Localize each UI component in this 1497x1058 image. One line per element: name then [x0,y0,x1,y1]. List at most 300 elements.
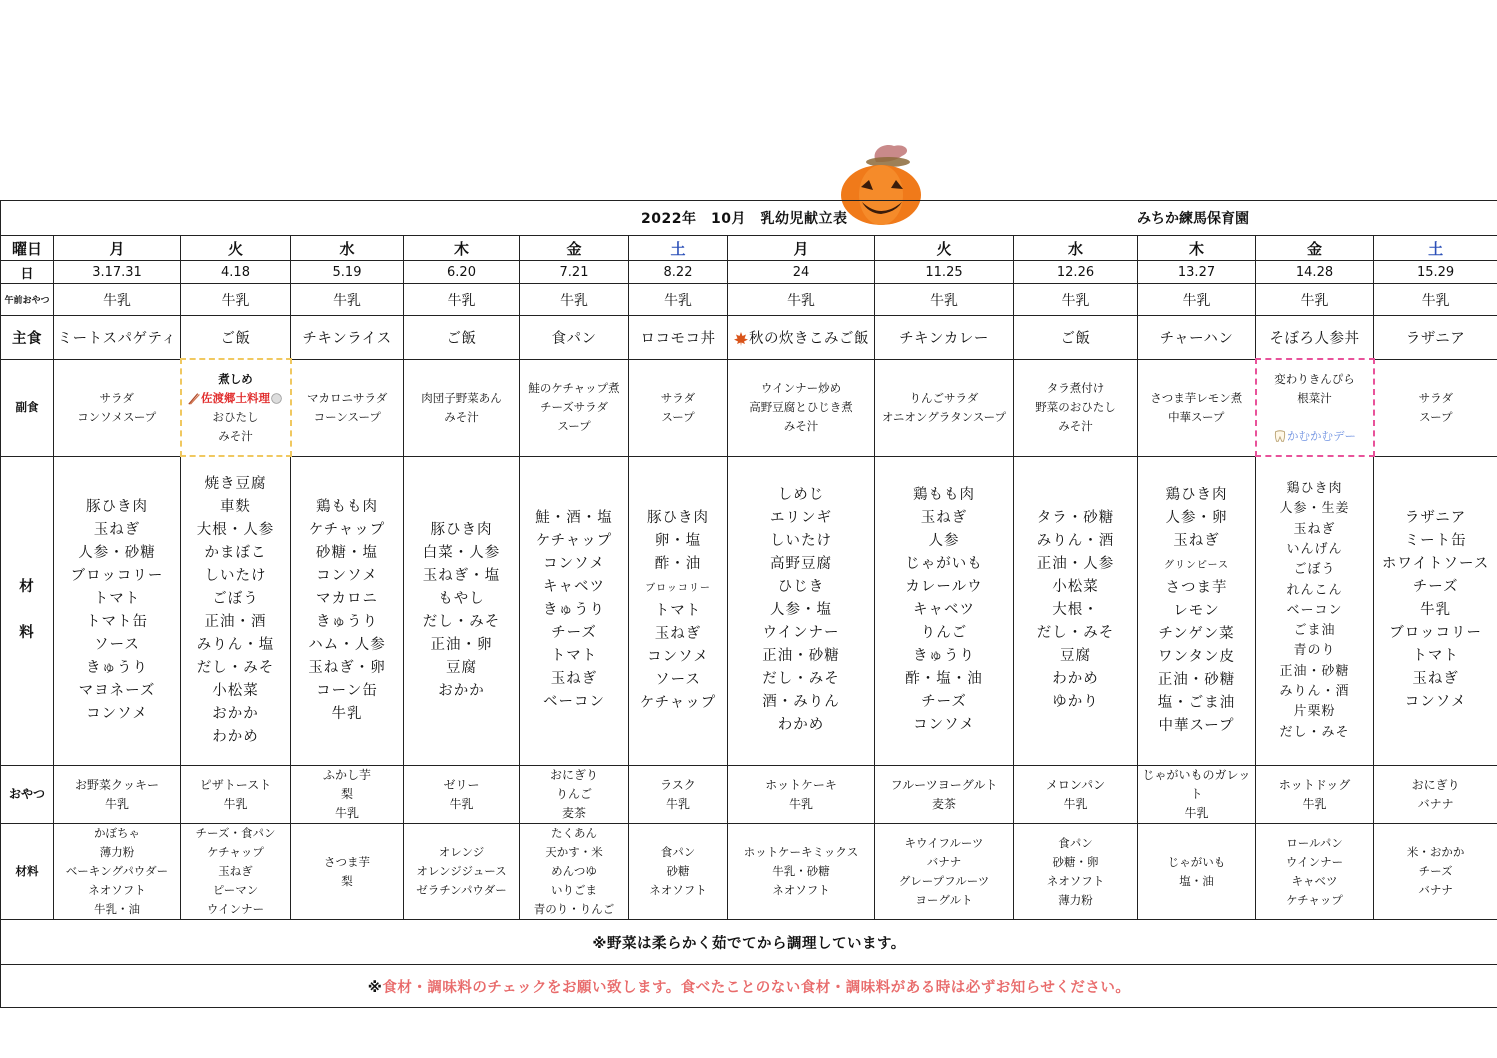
staple-cell [875,316,1014,360]
snack-line: 牛乳 [1184,806,1209,820]
note-mark: ※ [367,979,383,996]
snack-ingredients-cell [875,824,1014,920]
ingredients-cell [1138,456,1256,766]
morning-snack-cell: 牛乳 [1256,284,1374,316]
ingredient-line: ベーコン [543,694,605,711]
snack-ingredient-line: グレープフルーツ [898,873,990,888]
ingredient-line: 小松菜 [212,683,259,699]
morning-snack-cell: 牛乳 [629,284,728,316]
snack-ingredient-line: オレンジジュース [416,864,507,878]
snack-ingredient-line: たくあん [551,826,597,840]
snack-cell [875,766,1014,824]
ingredient-line: ミート缶 [1404,533,1467,550]
ingredient-line: みりん・酒 [1279,684,1350,700]
ingredient-line: グリンピース [1163,559,1230,571]
weekday-cell: 木 [404,236,520,261]
ingredient-line: トマト [1412,648,1459,665]
kyodo-badge [188,391,283,405]
ingredient-line: 青のり [1293,643,1336,659]
staple-cell [1256,316,1374,360]
ingredient-line: チンゲン菜 [1158,625,1235,642]
side-dish-line: 高野豆腐とひじき煮 [749,400,853,414]
side-dish-line: サラダ [99,390,134,405]
snack-ingredient-line: オレンジ [438,845,485,859]
snack-ingredient-line: 牛乳・油 [94,902,140,916]
ingredient-line: みりん・酒 [1036,533,1115,550]
maple-leaf-icon [733,331,749,347]
ingredient-line: 小松菜 [1052,579,1099,596]
row-label-staple: 主食 [1,316,54,360]
ingredient-line: チーズ [921,694,967,711]
ingredient-line: わかめ [1052,671,1099,688]
staple-text: ご飯 [220,330,251,347]
ingredient-line: ケチャップ [535,533,613,550]
ingredient-line: 人参・卵 [1165,509,1228,526]
ingredient-line: ウインナー [762,625,840,642]
weekday-cell: 水 [1014,236,1138,261]
snack-ingredient-line: チーズ・食パン [195,826,276,840]
ingredient-line: 玉ねぎ・卵 [308,659,386,676]
snack-ingredients-cell [728,824,875,920]
weekday-cell: 火 [875,236,1014,261]
date-cell: 15.29 [1374,261,1497,284]
kyodo-label: 佐渡郷土料理 [201,390,270,405]
date-cell: 12.26 [1014,261,1138,284]
ingredient-line: わかめ [212,729,259,745]
side-dish-line: マカロニサラダ [307,390,388,405]
ingredient-line: コンソメ [316,567,378,584]
ingredients-cell [629,456,728,766]
side-dish-line: 野菜のおひたし [1035,400,1116,414]
snack-line: じゃがいものガレット [1142,768,1251,801]
side-dish-line: スープ [661,409,695,424]
morning-snack-cell: 牛乳 [404,284,520,316]
snack-ingredient-line: じゃがいも [1167,854,1226,869]
morning-snack-cell: 牛乳 [1138,284,1256,316]
snack-ingredients-cell [1374,824,1497,920]
side-dish-line: 中華スープ [1168,409,1225,424]
ingredient-line: 人参 [928,533,960,550]
snack-ingredients-cell [54,824,181,920]
snack-cell [1014,766,1138,824]
morning-snack-cell: 牛乳 [875,284,1014,316]
snack-ingredient-line: 青のり・りんご [533,902,615,916]
side-dish-line: おひたし [212,409,259,424]
snack-line: フルーツヨーグルト [890,777,998,792]
snack-cell [181,766,291,824]
ingredient-line: かまぼこ [204,545,267,561]
ingredient-line: コンソメ [647,648,709,665]
staple-cell [629,316,728,360]
snack-ingredient-line: 塩・油 [1179,873,1214,888]
ingredient-line: 鮭・酒・塩 [535,510,613,527]
snack-ingredients-cell [1014,824,1138,920]
note-allergy-text: 食材・調味料のチェックをお願い致します。食べたことのない食材・調味料がある時は必ずお知らせください。 [382,979,1131,996]
ingredient-line: 玉ねぎ [654,625,702,642]
snack-ingredient-line: 食パン [660,845,696,859]
row-label-ingredients-1: 材 [19,579,35,596]
ingredient-line: ワンタン皮 [1158,648,1235,665]
ingredient-line: コンソメ [86,705,148,722]
ingredient-line: 正油・人参 [1036,556,1115,573]
staple-cell [1014,316,1138,360]
staple-text: 秋の炊きこみご飯 [749,330,869,347]
snack-cell [520,766,629,824]
snack-line: りんご [555,787,592,801]
snack-ingredient-line: 牛乳・砂糖 [772,864,830,878]
snack-ingredient-line: ケチャップ [207,845,264,859]
note-soft-vegetables: ※野菜は柔らかく茹でてから調理しています。 [1,920,1497,965]
morning-snack-cell: 牛乳 [1374,284,1497,316]
staple-text: チキンカレー [899,330,989,347]
ingredient-line: いんげん [1286,541,1343,557]
snack-ingredient-line: ロールパン [1286,835,1343,850]
staple-text: ラザニア [1405,330,1466,347]
ingredient-line: キャベツ [543,579,605,596]
snack-line: ゼリー [443,777,480,792]
ingredient-line: きゅうり [913,648,975,665]
ingredient-line: 玉ねぎ・塩 [422,567,501,584]
weekday-cell: 月 [54,236,181,261]
snack-line: ラスク [660,777,696,792]
side-dish-cell [404,359,520,456]
snack-line: おにぎり [549,768,598,782]
row-label-snack-ingredients: 材料 [1,824,54,920]
ingredients-cell [1374,456,1497,766]
staple-text: 食パン [551,330,597,347]
ingredient-line: 高野豆腐 [770,556,832,573]
ingredient-line: 牛乳 [331,705,363,722]
snack-ingredient-line: ネオソフト [1046,873,1105,888]
snack-ingredient-line: ウインナー [1285,854,1344,869]
ingredient-line: ソース [94,636,140,653]
ingredient-line: 正油・酒 [204,614,267,630]
snack-line: メロンパン [1045,777,1106,792]
staple-cell [404,316,520,360]
snack-cell [291,766,404,824]
ingredient-line: ベーコン [1286,602,1343,618]
side-dish-line: りんごサラダ [909,390,979,405]
note-allergy-check [1,965,1497,1008]
row-label-side: 副食 [1,359,54,456]
side-dish-line: スープ [1419,409,1453,424]
ingredient-line: 豆腐 [446,659,477,676]
ingredients-cell [728,456,875,766]
page-title: 2022年 10月 乳幼児献立表 [641,211,848,227]
side-dish-line: オニオングラタンスープ [881,409,1007,424]
tooth-icon [1273,429,1287,443]
ingredient-line: だし・みそ [196,660,275,676]
ingredient-line: トマト [550,648,598,665]
snack-ingredient-line: ベーキングパウダー [65,864,169,878]
snack-line: バナナ [1417,796,1454,811]
ingredient-line: 玉ねぎ [1173,532,1220,549]
side-dish-line: ウインナー炒め [760,381,842,395]
ingredient-line: コンソメ [543,556,605,573]
side-dish-cell [181,359,291,456]
weekday-cell: 月 [728,236,875,261]
side-dish-cell [629,359,728,456]
ingredient-line: トマト [654,602,702,619]
ingredient-line: れんこん [1286,582,1343,598]
ingredient-line: しいたけ [204,568,267,584]
ingredient-line: 人参・生姜 [1279,501,1350,517]
ingredients-cell [181,456,291,766]
snack-ingredients-cell [1138,824,1256,920]
ingredient-line: しめじ [777,487,825,504]
side-dish-cell [54,359,181,456]
ingredient-line: 酢・塩・油 [905,671,983,688]
ingredient-line: コンソメ [1404,694,1467,711]
ingredient-line: 中華スープ [1158,717,1235,734]
weekday-cell: 金 [1256,236,1374,261]
snack-line: おにぎり [1411,777,1460,792]
date-cell: 11.25 [875,261,1014,284]
ingredient-line: じゃがいも [905,556,983,573]
side-dish-line: タラ煮付け [1046,381,1105,395]
snack-ingredient-line: ウインナー [206,902,265,916]
side-dish-cell [875,359,1014,456]
snack-ingredient-line: 梨 [341,873,353,888]
ingredient-line: だし・みそ [1036,625,1115,642]
side-dish-cell [1138,359,1256,456]
staple-cell [520,316,629,360]
side-dish-cell [520,359,629,456]
ingredient-line: きゅうり [543,602,605,619]
snack-ingredient-line: めんつゆ [551,864,597,878]
side-dish-line: 鮭のケチャップ煮 [528,381,620,395]
morning-snack-cell: 牛乳 [291,284,404,316]
side-dish-cell [1374,359,1497,456]
snack-ingredient-line: 米・おかか [1406,845,1465,859]
snack-ingredient-line: ホットケーキミックス [743,845,859,859]
ingredient-line: きゅうり [86,659,148,676]
snack-ingredient-line: キャベツ [1291,873,1338,888]
ingredient-line: 豚ひき肉 [430,521,493,538]
ingredient-line: 豆腐 [1060,648,1091,665]
ingredients-cell [1256,456,1374,766]
side-dish-line: サラダ [660,390,696,405]
ingredient-line: 酒・みりん [762,694,840,711]
snack-line: 牛乳 [223,796,248,811]
ingredient-line: ソース [655,671,701,688]
ingredient-line: タラ・砂糖 [1036,510,1115,527]
ingredient-line: 正油・卵 [430,636,493,653]
date-cell: 7.21 [520,261,629,284]
snack-ingredients-cell [520,824,629,920]
ingredient-line: しいたけ [770,533,832,550]
ingredient-line: 卵・塩 [654,532,702,549]
snack-line: ふかし芋 [322,768,371,782]
snack-ingredients-cell [1256,824,1374,920]
snack-line: 牛乳 [665,796,690,811]
staple-cell [1374,316,1497,360]
ingredient-line: 玉ねぎ [1293,521,1336,537]
kamukamu-label: かむかむデー [1287,428,1356,443]
ingredients-cell [404,456,520,766]
kamukamu-badge [1273,429,1356,443]
row-label-weekday: 曜日 [1,236,54,261]
ingredient-line: ひじき [777,579,825,596]
side-dish-line: みそ汁 [218,428,253,443]
ingredient-line: わかめ [777,717,825,734]
snack-line: ホットケーキ [765,777,837,792]
menu-table [0,200,1497,1008]
staple-cell [1138,316,1256,360]
ingredients-cell [520,456,629,766]
snack-ingredient-line: さつま芋 [324,854,370,869]
snack-cell [728,766,875,824]
ingredient-line: ケチャップ [308,521,386,538]
ingredient-line: 塩・ごま油 [1157,694,1236,711]
staple-text: ロコモコ丼 [640,330,716,347]
snack-ingredient-line: ケチャップ [1286,892,1343,907]
side-dish-cell [291,359,404,456]
date-cell: 8.22 [629,261,728,284]
ingredient-line: 正油・砂糖 [1279,663,1350,679]
ingredient-line: もやし [438,590,485,607]
ingredient-line: 玉ねぎ [550,671,598,688]
snack-ingredients-cell [629,824,728,920]
bowl-icon [270,392,283,405]
ingredient-line: ブロッコリー [70,567,164,584]
ingredient-line: きゅうり [316,613,378,630]
snack-ingredient-line: ゼラチンパウダー [416,883,507,897]
row-label-date: 日 [1,261,54,284]
snack-ingredient-line: 砂糖・卵 [1052,854,1099,869]
ingredient-line: 片栗粉 [1293,704,1336,720]
side-dish-line: 肉団子野菜あん [421,390,502,405]
snack-line: ホットドッグ [1278,777,1351,792]
ingredient-line: コンソメ [913,717,975,734]
side-dish-line: スープ [557,419,591,433]
snack-ingredients-cell [291,824,404,920]
snack-cell [404,766,520,824]
ingredient-line: トマト [93,590,141,607]
ingredient-line: おかか [212,706,259,722]
morning-snack-cell: 牛乳 [1014,284,1138,316]
snack-line: 牛乳 [1302,796,1327,811]
snack-ingredient-line: 薄力粉 [1058,892,1093,907]
date-cell: 24 [728,261,875,284]
ingredient-line: 鶏もも肉 [316,498,378,515]
side-dish-cell [728,359,875,456]
ingredients-cell [54,456,181,766]
morning-snack-cell: 牛乳 [181,284,291,316]
weekday-cell: 土 [629,236,728,261]
morning-snack-cell: 牛乳 [54,284,181,316]
ingredient-line: さつま芋 [1165,579,1228,596]
ingredients-cell [1014,456,1138,766]
snack-ingredient-line: 食パン [1058,835,1093,850]
staple-text: ご飯 [1060,330,1091,347]
snack-line: 麦茶 [931,796,956,811]
ingredient-line: おかか [438,682,485,699]
ingredient-line: ラザニア [1404,510,1467,527]
ingredient-line: レモン [1173,602,1220,619]
staple-cell [728,316,875,360]
staple-cell [54,316,181,360]
ingredient-line: マヨネーズ [78,682,156,699]
ingredient-line: ごま油 [1293,623,1336,639]
ingredient-line: チーズ [1412,579,1459,596]
side-dish-line: みそ汁 [783,419,819,433]
weekday-cell: 土 [1374,236,1497,261]
weekday-cell: 火 [181,236,291,261]
side-dish-line: みそ汁 [1058,419,1093,433]
ingredient-line: 人参・砂糖 [78,544,156,561]
ingredients-cell [875,456,1014,766]
ingredient-line: ブロッコリー [1389,625,1482,642]
nursery-name: みちか練馬保育園 [1137,211,1249,227]
ingredient-line: だし・みそ [1279,724,1350,740]
side-dish-cell [1014,359,1138,456]
ingredient-line: 正油・砂糖 [762,648,840,665]
snack-ingredient-line: 天かす・米 [545,845,603,859]
snack-cell [629,766,728,824]
row-label-morning-snack: 午前おやつ [1,284,54,316]
side-dish-line: 根菜汁 [1297,390,1332,405]
date-cell: 5.19 [291,261,404,284]
ingredient-line: 車麩 [220,499,251,515]
staple-text: ミートスパゲティ [57,330,177,347]
snack-ingredient-line: 玉ねぎ [218,864,253,878]
snack-ingredient-line: ヨーグルト [915,892,973,907]
ingredient-line: 人参・塩 [770,602,832,619]
date-cell: 4.18 [181,261,291,284]
ingredient-line: 白菜・人参 [422,544,501,561]
ingredient-line: キャベツ [913,602,975,619]
ingredient-line: チーズ [551,625,597,642]
ingredient-line: 豚ひき肉 [647,509,709,526]
ingredient-line: 大根・人参 [196,522,275,538]
snack-ingredient-line: 薄力粉 [99,845,135,859]
snack-line: 梨 [340,787,353,801]
ingredient-line: 鶏ひき肉 [1286,481,1343,497]
snack-ingredient-line: いりごま [551,883,597,897]
snack-ingredient-line: バナナ [1418,883,1453,897]
ingredient-line: コーン缶 [316,682,378,699]
morning-snack-cell: 牛乳 [728,284,875,316]
snack-line: 牛乳 [334,806,359,820]
ingredient-line: エリンギ [770,510,832,527]
row-label-snack: おやつ [1,766,54,824]
ingredient-line: マカロニ [316,590,378,607]
snack-cell [1256,766,1374,824]
snack-ingredient-line: ネオソフト [88,883,146,897]
row-label-ingredients-2: 料 [19,625,35,642]
ingredient-line: 砂糖・塩 [316,544,378,561]
date-cell: 6.20 [404,261,520,284]
ingredient-line: 正油・砂糖 [1157,671,1236,688]
snack-ingredient-line: かぼちゃ [94,826,140,840]
side-dish-cell [1256,359,1374,456]
ingredient-line: だし・みそ [422,613,501,630]
staple-text: チャーハン [1159,330,1234,347]
ingredient-line: ハム・人参 [308,636,386,653]
date-cell: 3.17.31 [54,261,181,284]
ingredient-line: 玉ねぎ [920,510,968,527]
side-dish-line: コンソメスープ [77,409,157,424]
snack-cell [1374,766,1497,824]
snack-ingredient-line: キウイフルーツ [904,835,984,850]
side-dish-line: さつま芋レモン煮 [1150,390,1243,405]
chopsticks-icon [188,392,201,405]
snack-line: 牛乳 [788,796,813,811]
snack-ingredients-cell [404,824,520,920]
date-cell: 13.27 [1138,261,1256,284]
weekday-cell: 水 [291,236,404,261]
